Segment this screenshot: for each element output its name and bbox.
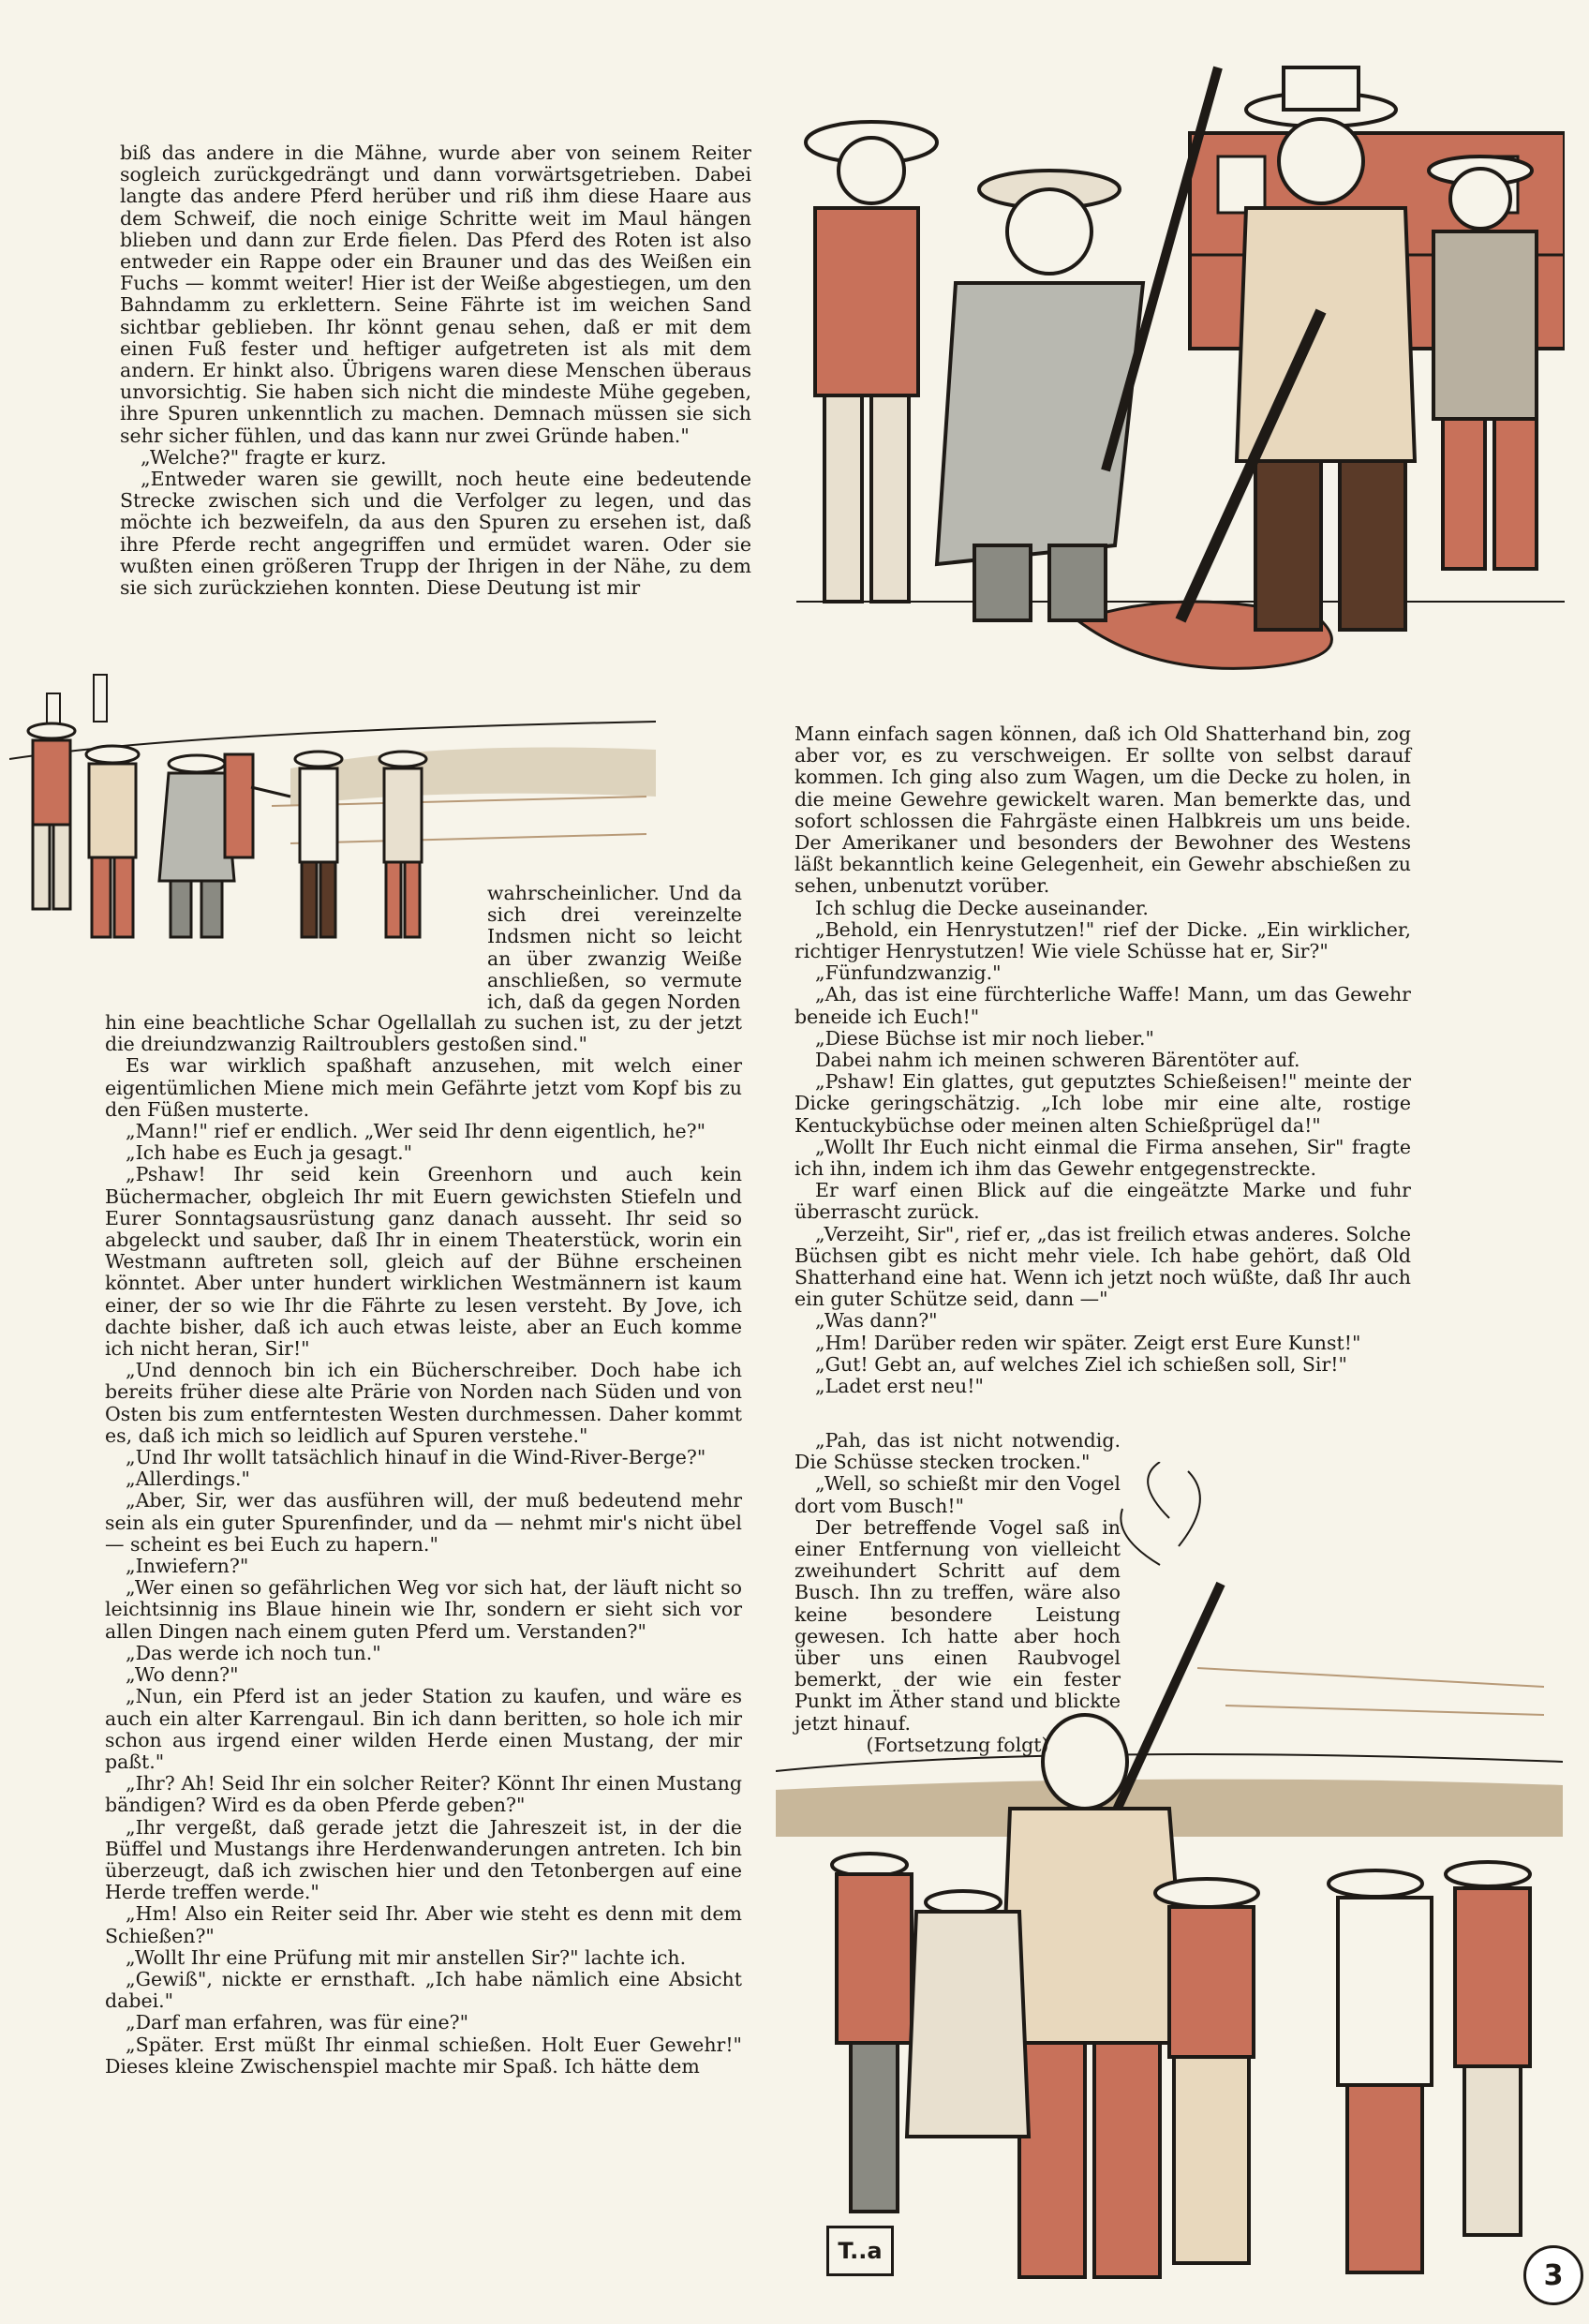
- paragraph: „Ihr vergeßt, daß gerade jetzt die Jahreszeit ist, in der die Büffel und Mustangs ihre Herdenwanderungen antreten. Ich bin überzeugt, daß ich zwischen hier und den Tetonbergen auf eine Herde treffen werde.": [105, 1815, 742, 1904]
- signature-text: T..a: [838, 2238, 883, 2264]
- paragraph: biß das andere in die Mähne, wurde aber von seinem Reiter sogleich zurückgedrängt und dann vorwärtsgetrieben. Dabei langte das andere Pferd herüber und riß ihm diese Haare aus dem Schweif, die noch einige Schritte weit im Maul hängen blieben und dann zur Erde fielen. Das Pferd des Roten ist also entweder ein Rappe oder ein Brauner und das des Weißen ein Fuchs — kommt weiter! Hier ist der Weiße abgestiegen, um den Bahndamm zu erklettern. Seine Fährte ist im weichen Sand sichtbar geblieben. Ihr könnt genau sehen, daß er mit dem einen Fuß fester und heftiger aufgetreten ist als mit dem andern. Er hinkt also. Übrigens waren diese Menschen überaus unvorsichtig. Sie haben sich nicht die mindeste Mühe gegeben, ihre Spuren unkenntlich zu machen. Demnach müssen sie sich sehr sicher fühlen, und das kann nur zwei Gründe haben.": [120, 142, 751, 447]
- illustration-frontiersmen-train: [796, 58, 1565, 686]
- paragraph: Dabei nahm ich meinen schweren Bärentöter auf.: [815, 1049, 1300, 1072]
- paragraph: „Pshaw! Ihr seid kein Greenhorn und auch kein Büchermacher, obgleich Ihr mit Euern gewichsten Stiefeln und Eurer Sonntagsausrüstung ganz danach ausseht. Ihr seid so abgeleckt und sauber, daß Ihr in einem Theaterstück, worin ein Westmann auftreten soll, gleich auf der Bühne erscheinen könntet. Aber unter hundert wirklichen Westmännern ist kaum einer, der so wie Ihr die Fährte zu lesen versteht. By Jove, ich dachte bisher, daß ich auch etwas leiste, aber an Euch komme ich nicht heran, Sir!": [105, 1163, 742, 1361]
- paragraph: „Welche?" fragte er kurz.: [141, 445, 387, 469]
- paragraph: „Gut! Gebt an, auf welches Ziel ich schießen soll, Sir!": [815, 1352, 1347, 1376]
- continued-note: (Fortsetzung folgt): [866, 1733, 1049, 1756]
- paragraph: „Well, so schießt mir den Vogel dort vom Busch!": [794, 1472, 1121, 1517]
- paragraph: „Inwiefern?": [126, 1555, 249, 1578]
- paragraph: „Wollt Ihr eine Prüfung mit mir anstellen Sir?" lachte ich.: [126, 1945, 687, 1969]
- text-column-2-narrow: [794, 1430, 1121, 1756]
- paragraph: Der betreffende Vogel saß in einer Entfernung von vielleicht zweihundert Schritt auf dem Busch. Ihn zu treffen, wäre also keine besondere Leistung gewesen. Ich hatte aber hoch über uns einen Raubvogel bemerkt, der wie ein fester Punkt im Äther stand und blickte jetzt hinauf.: [794, 1515, 1121, 1735]
- paragraph: „Gewiß", nickte er ernsthaft. „Ich habe nämlich eine Absicht dabei.": [105, 1967, 742, 2013]
- paragraph: „Ladet erst neu!": [815, 1375, 984, 1398]
- frontiersmen-drawing: [796, 58, 1565, 686]
- paragraph: „Verzeiht, Sir", rief er, „das ist freilich etwas anderes. Solche Büchsen gibt es nicht mehr viele. Ich habe gehört, daß Old Shatterhand eine hat. Wenn ich jetzt noch wüßte, daß Ihr auch ein guter Schütze seid, dann —": [794, 1222, 1411, 1311]
- paragraph: „Ihr? Ah! Seid Ihr ein solcher Reiter? Könnt Ihr einen Mustang bändigen? Wird es da oben Pferde geben?": [105, 1772, 742, 1817]
- paragraph: „Darf man erfahren, was für eine?": [126, 2011, 469, 2034]
- paragraph: „Ah, das ist eine fürchterliche Waffe! Mann, um das Gewehr beneide ich Euch!": [794, 983, 1411, 1028]
- paragraph: „Mann!" rief er endlich. „Wer seid Ihr denn eigentlich, he?": [126, 1120, 706, 1143]
- paragraph: „Und Ihr wollt tatsächlich hinauf in die Wind-River-Berge?": [126, 1446, 706, 1469]
- text-column-1-bottom: [105, 1012, 742, 2078]
- paragraph: „Das werde ich noch tun.": [126, 1641, 381, 1664]
- text-column-1-top: [120, 142, 751, 599]
- paragraph: „Hm! Darüber reden wir später. Zeigt erst Eure Kunst!": [815, 1331, 1361, 1354]
- paragraph: „Nun, ein Pferd ist an jeder Station zu kaufen, und wäre es auch ein alter Karrengaul. Bin ich dann beritten, so hole ich mir schon aus irgend einer wilden Herde einen Mustang, der mir paßt.": [105, 1685, 742, 1773]
- text-column-2-top: [794, 723, 1411, 1397]
- paragraph: hin eine beachtliche Schar Ogellallah zu suchen ist, zu der jetzt die dreiundzwanzig Railtroublers gestoßen sind.": [105, 1011, 742, 1056]
- paragraph: „Diese Büchse ist mir noch lieber.": [815, 1026, 1154, 1050]
- artist-signature: [826, 2226, 894, 2276]
- paragraph: „Wollt Ihr Euch nicht einmal die Firma ansehen, Sir" fragte ich ihn, indem ich ihm das Gewehr entgegenstreckte.: [794, 1135, 1411, 1181]
- paragraph: „Allerdings.": [126, 1467, 250, 1491]
- paragraph: „Wer einen so gefährlichen Weg vor sich hat, der läuft nicht so leichtsinnig ins Blaue hinein wie Ihr, sondern er sieht sich vor allen Dingen nach einem guten Pferd um. Verstanden?": [105, 1576, 742, 1643]
- paragraph: „Wo denn?": [126, 1663, 239, 1687]
- paragraph: „Pah, das ist nicht notwendig. Die Schüsse stecken trocken.": [794, 1429, 1121, 1474]
- paragraph: „Entweder waren sie gewillt, noch heute eine bedeutende Strecke zwischen sich und die Verfolger zu legen, und das möchte ich bezweifeln, da aus den Spuren zu ersehen ist, daß ihre Pferde recht angegriffen und ermüdet waren. Oder sie wußten einen größeren Trupp der Ihrigen in der Nähe, zu dem sie sich zurückziehen konnten. Diese Deutung ist mir: [120, 468, 751, 600]
- paragraph: „Behold, ein Henrystutzen!" rief der Dicke. „Ein wirklicher, richtiger Henrystutzen! Wie viele Schüsse hat er, Sir?": [794, 917, 1411, 963]
- paragraph: „Später. Erst müßt Ihr einmal schießen. Holt Euer Gewehr!" Dieses kleine Zwischenspiel machte mir Spaß. Ich hätte dem: [105, 2033, 742, 2078]
- paragraph: „Fünfundzwanzig.": [815, 961, 1002, 985]
- paragraph: „Pshaw! Ein glattes, gut geputztes Schießeisen!" meinte der Dicke geringschätzig. „Ich lobe mir eine alte, rostige Kentuckybüchse oder meinen alten Schießprügel da!": [794, 1070, 1411, 1137]
- text-column-1-narrow: [487, 883, 742, 1013]
- paragraph: Er warf einen Blick auf die eingeätzte Marke und fuhr überrascht zurück.: [794, 1179, 1411, 1224]
- paragraph: „Ich habe es Euch ja gesagt.": [126, 1141, 413, 1165]
- paragraph: „Hm! Also ein Reiter seid Ihr. Aber wie steht es denn mit dem Schießen?": [105, 1902, 742, 1947]
- paragraph: „Aber, Sir, wer das ausführen will, der muß bedeutend mehr sein als ein guter Spurenfinder, und da — nehmt mir's nicht übel — scheint es bei Euch zu hapern.": [105, 1489, 742, 1556]
- paragraph: Mann einfach sagen können, daß ich Old Shatterhand bin, zog aber vor, es zu verschweigen. Er sollte von selbst darauf kommen. Ich ging also zum Wagen, um die Decke zu holen, in die meine Gewehre gewickelt waren. Man bemerkte das, und sofort schlossen die Fahrgäste einen Halbkreis um uns beide. Der Amerikaner und besonders der Bewohner des Westens läßt bekanntlich keine Gelegenheit, ein Gewehr abschießen zu sehen, unbenutzt vorüber.: [794, 723, 1411, 898]
- paragraph: wahrscheinlicher. Und da sich drei vereinzelte Indsmen nicht so leicht an über zwanzig Weiße anschließen, so vermute ich, daß da gegen Norden: [487, 882, 742, 1014]
- page-number-text: 3: [1543, 2258, 1564, 2292]
- paragraph: Es war wirklich spaßhaft anzusehen, mit welch einer eigentümlichen Miene mich mein Gefährte jetzt vom Kopf bis zu den Füßen musterte.: [105, 1054, 742, 1121]
- page-number: [1523, 2245, 1583, 2305]
- paragraph: „Und dennoch bin ich ein Bücherschreiber. Doch habe ich bereits früher diese alte Prärie von Norden nach Süden und von Osten bis zum entferntesten Westen durchmessen. Daher kommt es, daß ich mich so leidlich auf Spuren verstehe.": [105, 1359, 742, 1447]
- paragraph: „Was dann?": [815, 1309, 938, 1333]
- paragraph: Ich schlug die Decke auseinander.: [815, 896, 1149, 919]
